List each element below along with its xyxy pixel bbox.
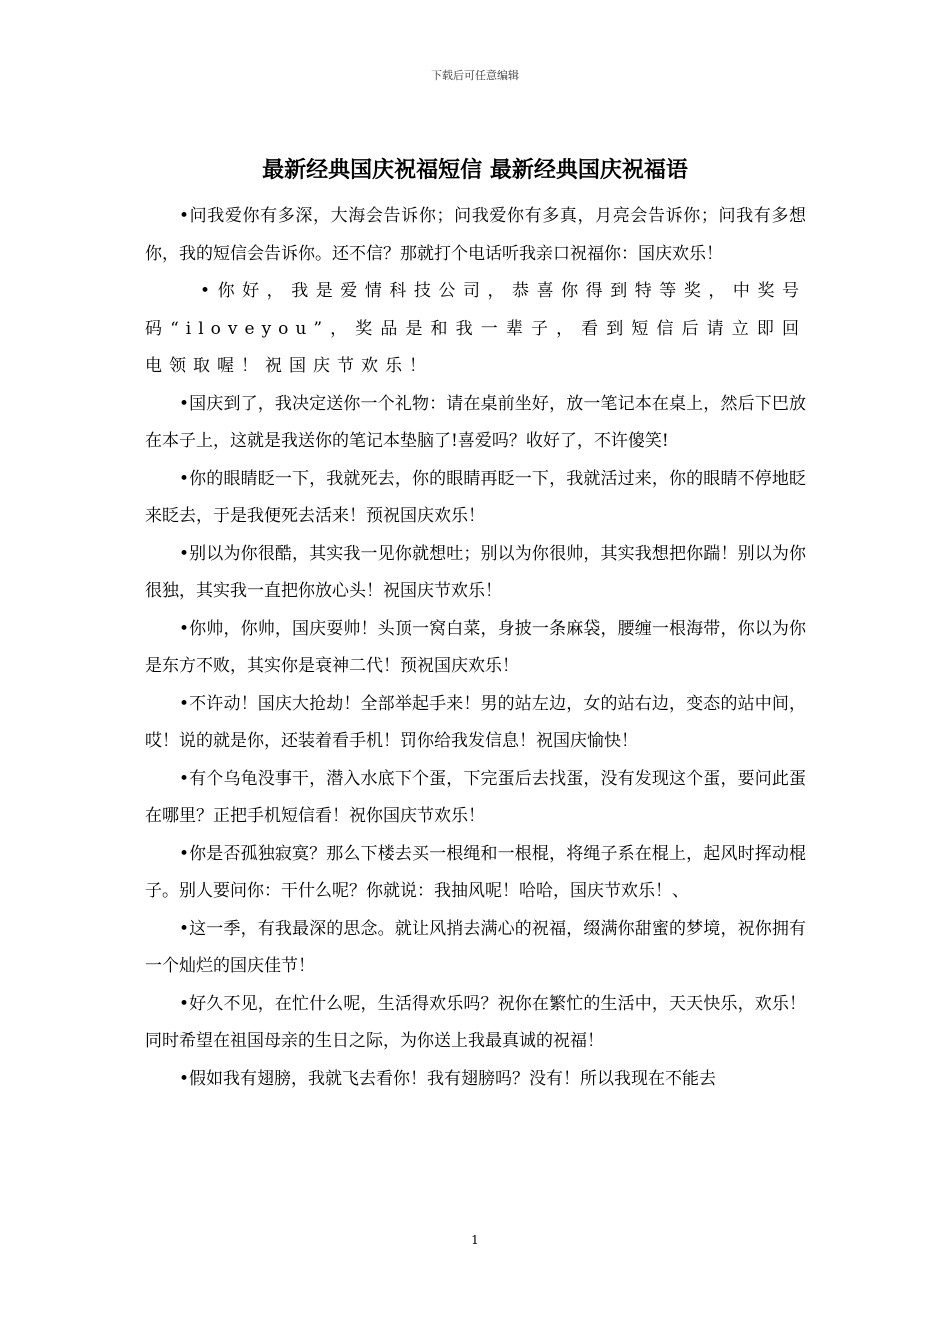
page-number: 1 <box>471 1233 479 1247</box>
paragraph: •好久不见，在忙什么呢，生活得欢乐吗？祝你在繁忙的生活中，天天快乐，欢乐！同时希望在祖国母亲的生日之际，为你送上我最真诚的祝福！ <box>145 993 806 1051</box>
paragraph: •你帅，你帅，国庆耍帅！头顶一窝白菜，身披一条麻袋，腰缠一根海带，你以为你是东方不败，其实你是衰神二代！预祝国庆欢乐！ <box>145 618 806 676</box>
paragraph: •你是否孤独寂寞？那么下楼去买一根绳和一根棍，将绳子系在棍上，起风时挥动棍子。别人要问你：干什么呢？你就说：我抽风呢！哈哈，国庆节欢乐！、 <box>145 843 806 901</box>
paragraph: •你的眼睛眨一下，我就死去，你的眼睛再眨一下，我就活过来，你的眼睛不停地眨来眨去，于是我便死去活来！预祝国庆欢乐！ <box>145 468 806 526</box>
paragraph: •不许动！国庆大抢劫！全部举起手来！男的站左边，女的站右边，变态的站中间，哎！说的就是你，还装着看手机！罚你给我发信息！祝国庆愉快！ <box>145 693 806 751</box>
header-note: 下载后可任意编辑 <box>431 69 519 82</box>
paragraph: •问我爱你有多深，大海会告诉你；问我爱你有多真，月亮会告诉你；问我有多想你，我的短信会告诉你。还不信？那就打个电话听我亲口祝福你：国庆欢乐！ <box>145 206 806 264</box>
paragraph: •假如我有翅膀，我就飞去看你！我有翅膀吗？没有！所以我现在不能去 <box>179 1068 717 1089</box>
paragraph: •别以为你很酷，其实我一见你就想吐；别以为你很帅，其实我想把你踹！别以为你很独，其实我一直把你放心头！祝国庆节欢乐！ <box>145 543 806 601</box>
paragraph: •这一季，有我最深的思念。就让风捎去满心的祝福，缀满你甜蜜的梦境，祝你拥有一个灿烂的国庆佳节！ <box>145 918 806 976</box>
document-body <box>145 198 806 1098</box>
document-title: 最新经典国庆祝福短信 最新经典国庆祝福语 <box>262 158 688 183</box>
paragraph: •你好，我是爱情科技公司，恭喜你得到特等奖，中奖号码“iloveyou”，奖品是和我一辈子，看到短信后请立即回电领取喔！祝国庆节欢乐！ <box>145 281 806 376</box>
paragraph: •有个乌龟没事干，潜入水底下个蛋，下完蛋后去找蛋，没有发现这个蛋，要问此蛋在哪里？正把手机短信看！祝你国庆节欢乐！ <box>145 768 806 826</box>
paragraph: •国庆到了，我决定送你一个礼物：请在桌前坐好，放一笔记本在桌上，然后下巴放在本子上，这就是我送你的笔记本垫脑了!喜爱吗？收好了，不许傻笑! <box>145 393 806 451</box>
